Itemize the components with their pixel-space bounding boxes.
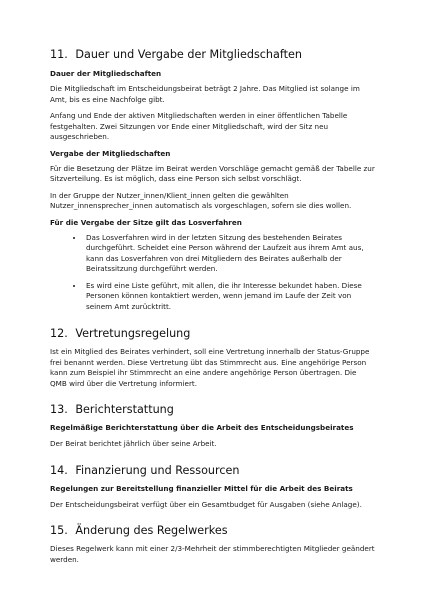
subheading: Für die Vergabe der Sitze gilt das Losverfahren — [50, 217, 242, 227]
section-number: 15. — [50, 524, 68, 537]
section-heading — [50, 523, 375, 538]
section-number: 13. — [50, 403, 68, 416]
section-title: Dauer und Vergabe der Mitgliedschaften — [75, 48, 302, 61]
list-item: • Es wird eine Liste geführt, mit allen, die ihr Interesse bekundet haben. Diese Personen können kontaktiert werden, wenn jemand im Laufe der Zeit von seinem Amt zurücktritt. — [84, 281, 375, 313]
paragraph: In der Gruppe der Nutzer_innen/Klient_innen gelten die gewählten Nutzer_innensprecher_innen automatisch als vorgeschlagen, sofern sie dies wollen. — [50, 190, 352, 210]
paragraph: Für die Besetzung der Plätze im Beirat werden Vorschläge gemacht gemäß der Tabelle zur Sitzverteilung. Es ist möglich, dass eine Person sich selbst vorschlägt. — [50, 163, 375, 183]
paragraph: Der Entscheidungsbeirat verfügt über ein Gesamtbudget für Ausgaben (siehe Anlage). — [50, 499, 362, 509]
section-title: Vertretungsregelung — [75, 327, 191, 340]
paragraph: Die Mitgliedschaft im Entscheidungsbeirat beträgt 2 Jahre. Das Mitglied ist solange im Amt, bis es eine Nachfolge gibt. — [50, 84, 360, 104]
section-number: 11. — [50, 48, 68, 61]
section-number: 12. — [50, 327, 68, 340]
section-heading — [50, 463, 375, 478]
section-heading — [50, 402, 375, 417]
section-title: Änderung des Regelwerkes — [75, 524, 228, 537]
section-heading — [50, 326, 375, 341]
section-title: Berichterstattung — [75, 403, 174, 416]
list-item: • Das Losverfahren wird in der letzten Sitzung des bestehenden Beirates durchgeführt. Scheidet eine Person während der Laufzeit aus ihrem Amt aus, kann das Losverfahren von drei Mitgliedern des Beirates außerhalb der Beiratssitzung durchgeführt werden. — [84, 233, 375, 275]
subheading: Vergabe der Mitgliedschaften — [50, 148, 171, 158]
paragraph: Der Beirat berichtet jährlich über seine Arbeit. — [50, 439, 217, 448]
subheading: Regelmäßige Berichterstattung über die Arbeit des Entscheidungsbeirates — [50, 423, 354, 432]
bullet-list — [50, 233, 375, 313]
section-heading — [50, 47, 375, 62]
paragraph: Anfang und Ende der aktiven Mitgliedschaften werden in einer öffentlichen Tabelle festgehalten. Zwei Sitzungen vor Ende einer Mitgliedschaft, wird der Sitz neu ausgeschrieben. — [50, 111, 348, 141]
section-title: Finanzierung und Ressourcen — [75, 463, 240, 477]
paragraph: Ist ein Mitglied des Beirates verhindert, soll eine Vertretung innerhalb der Status-Gruppe frei benannt werden. Diese Vertretung übt das Stimmrecht aus. Eine angehörige Person kann zum Beispiel ihr Stimmrecht an eine andere angehörige Person übertragen. Die QMB wird über die Vertretung informiert. — [50, 347, 370, 388]
subheading: Regelungen zur Bereitstellung finanzieller Mittel für die Arbeit des Beirats — [50, 483, 353, 493]
section-number: 14. — [50, 463, 68, 477]
subheading: Dauer der Mitgliedschaften — [50, 69, 162, 78]
paragraph: Dieses Regelwerk kann mit einer 2/3-Mehrheit der stimmberechtigten Mitglieder geändert werden. — [50, 544, 375, 564]
